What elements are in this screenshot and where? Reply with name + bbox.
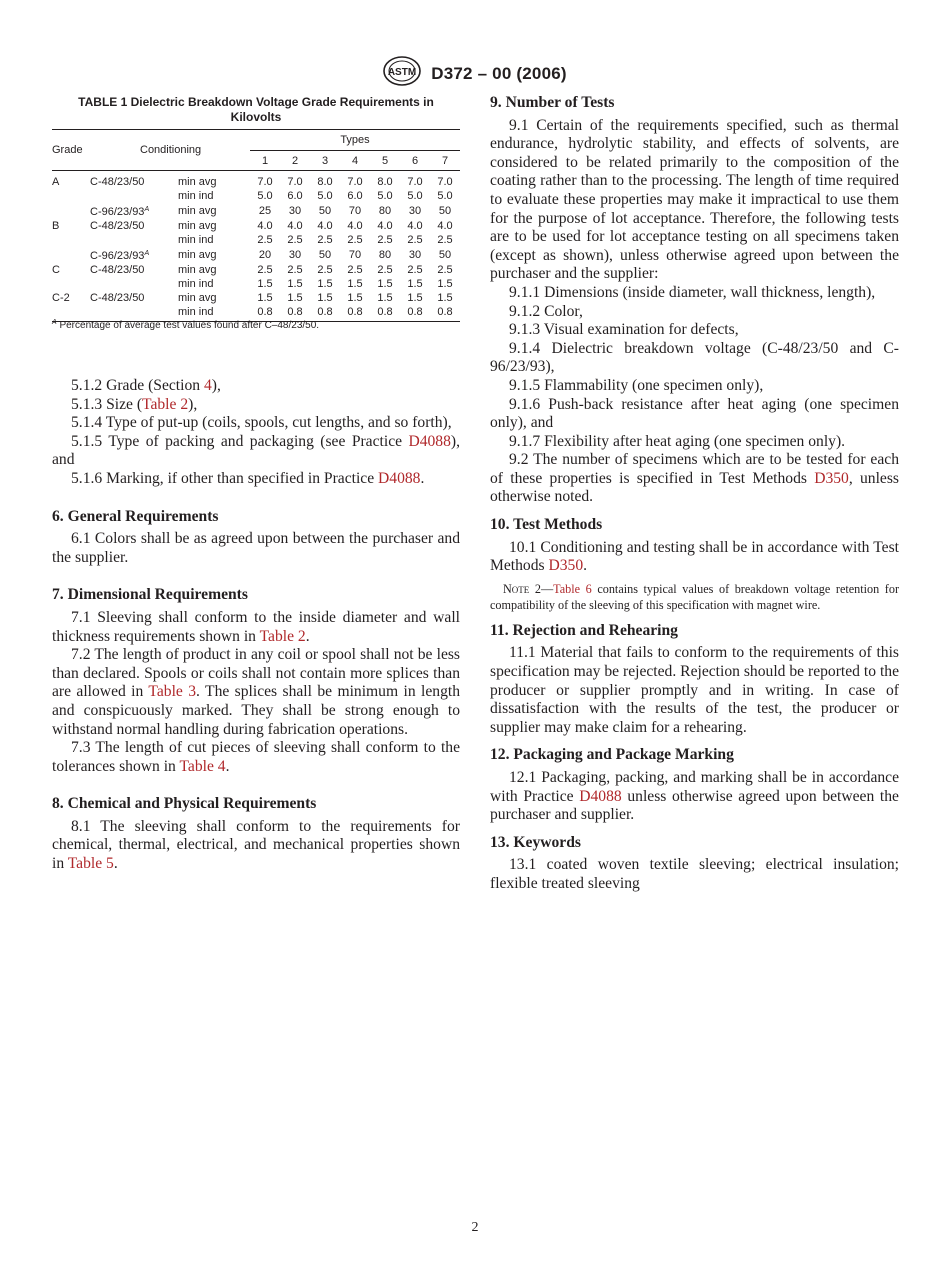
para-10-1: 10.1 Conditioning and testing shall be in accordance with Test Methods D350. xyxy=(490,538,899,575)
value-cell: 2.5 xyxy=(347,264,363,276)
value-cell: 30 xyxy=(408,249,422,261)
value-cell: 2.5 xyxy=(377,264,393,276)
value-cell: 30 xyxy=(288,205,302,217)
value-cell: 4.0 xyxy=(377,220,393,232)
value-cell: 2.5 xyxy=(407,264,423,276)
table-row xyxy=(52,189,460,203)
grade-cell xyxy=(52,277,90,291)
para-9-1: 9.1 Certain of the requirements specified, such as thermal endurance, hydrolytic stability, and effects of solvents, are considered to be related primarily to the composition of the coating rather than to the processing. The length of time required to evaluate these properties may make it impractical to use them for the purpose of lot acceptance. Therefore, the following tests are to be used for lot acceptance testing on all specimens taken (except as shown), unless otherwise agreed upon between the purchaser and the supplier: xyxy=(490,116,899,283)
requirement-cell: min avg xyxy=(178,176,217,188)
value-cell: 80 xyxy=(378,205,392,217)
heading-section-9: 9. Number of Tests xyxy=(490,94,615,111)
heading-section-12: 12. Packaging and Package Marking xyxy=(490,746,734,764)
para-12-1: 12.1 Packaging, packing, and marking shall be in accordance with Practice D4088 unless otherwise agreed upon between the purchaser and supplier. xyxy=(490,769,899,824)
value-cell: 6.0 xyxy=(347,190,363,202)
requirement-cell: min avg xyxy=(178,205,217,217)
conditioning-cell: $C-96/23/93^A$ xyxy=(90,206,150,218)
value-cell: 30 xyxy=(408,205,422,217)
table-row xyxy=(52,247,460,263)
para-11-1: 11.1 Material that fails to conform to the requirements of this specification may be rejected. Rejection should be reported to the producer or supplier promptly and in writing. In case of dissatisfaction with the results of the test, the producer or supplier may make claim for a rehearing. xyxy=(490,644,899,736)
link-table-3[interactable]: Table 3 xyxy=(148,683,197,701)
value-cell: 0.8 xyxy=(430,305,460,322)
table1-caption: TABLE 1 Dielectric Breakdown Voltage Grade Requirements in Kilovolts xyxy=(78,95,434,124)
heading-section-6: 6. General Requirements xyxy=(52,507,219,525)
value-cell: 1.5 xyxy=(317,292,333,304)
value-cell: 4.0 xyxy=(347,220,363,232)
para-5-1-4: 5.1.4 Type of put-up (coils, spools, cut lengths, and so forth), xyxy=(71,414,452,432)
heading-section-10: 10. Test Methods xyxy=(490,516,603,534)
value-cell: 5.0 xyxy=(377,190,393,202)
table1-footnote xyxy=(52,319,319,331)
value-cell: 50 xyxy=(438,205,452,217)
value-cell: 80 xyxy=(378,249,392,261)
link-d4088[interactable]: D4088 xyxy=(408,432,451,450)
table1 xyxy=(52,129,460,322)
table1-type-5: 5 xyxy=(370,151,400,171)
value-cell: 2.5 xyxy=(257,264,273,276)
value-cell: 4.0 xyxy=(407,220,423,232)
link-d350[interactable]: D350 xyxy=(814,469,849,487)
link-table-2[interactable]: Table 2 xyxy=(259,627,306,645)
value-cell: 1.5 xyxy=(377,292,393,304)
value-cell: 7.0 xyxy=(287,176,303,188)
requirement-cell: min avg xyxy=(178,292,217,304)
table-row xyxy=(52,219,460,233)
requirement-cell: min avg xyxy=(178,249,217,261)
link-d4088[interactable]: D4088 xyxy=(579,787,622,805)
para-9-1-6: 9.1.6 Push-back resistance after heat aging (one specimen only), and xyxy=(490,395,899,432)
requirement-cell: min ind xyxy=(178,305,250,322)
grade-cell xyxy=(52,247,90,263)
footnote-ref: A xyxy=(144,206,150,213)
para-5-1-2: 5.1.2 Grade (Section 4), xyxy=(71,377,221,394)
table1-type-2: 2 xyxy=(280,151,310,171)
value-cell: 2.5 xyxy=(347,234,363,246)
link-table-4[interactable]: Table 4 xyxy=(179,757,226,775)
value-cell: 1.5 xyxy=(407,292,423,304)
grade-cell xyxy=(52,233,90,247)
para-8-1: 8.1 The sleeving shall conform to the requirements for chemical, thermal, electrical, and mechanical properties shown in Table 5. xyxy=(52,817,460,873)
footnote-ref: A xyxy=(144,250,150,257)
value-cell: 50 xyxy=(318,205,332,217)
grade-cell: A xyxy=(52,176,60,188)
table1-type-6: 6 xyxy=(400,151,430,171)
conditioning-cell: C-48/23/50 xyxy=(90,176,145,188)
value-cell: 6.0 xyxy=(287,190,303,202)
table1-body xyxy=(52,171,460,322)
para-9-1-1: 9.1.1 Dimensions (inside diameter, wall thickness, length), xyxy=(509,283,876,301)
requirement-cell: min avg xyxy=(178,264,217,276)
value-cell: 0.8 xyxy=(250,305,280,322)
table-row xyxy=(52,233,460,247)
note-2: Note 2—Table 6 contains typical values of breakdown voltage retention for compatibility of the sleeving of this specification with magnet wire. xyxy=(490,581,900,612)
value-cell: 8.0 xyxy=(317,176,333,188)
para-6-1: 6.1 Colors shall be as agreed upon between the purchaser and the supplier. xyxy=(52,530,460,566)
grade-cell: C xyxy=(52,264,60,276)
page-number: 2 xyxy=(471,1220,479,1235)
table1-type-3: 3 xyxy=(310,151,340,171)
conditioning-cell xyxy=(90,189,178,203)
para-7-2: 7.2 The length of product in any coil or spool shall not be less than declared. Spools or coils shall not contain more splices than are allowed in Table 3. The splices shall be minimum in length and conspicuously marked. They shall be strong enough to withstand normal handling during fabrication operations. xyxy=(52,646,460,738)
para-9-1-3: 9.1.3 Visual examination for defects, xyxy=(509,321,739,339)
requirement-cell: min ind xyxy=(178,278,214,290)
para-5-1-3: 5.1.3 Size (Table 2), xyxy=(71,395,198,413)
value-cell: 2.5 xyxy=(257,234,273,246)
table1-type-4: 4 xyxy=(340,151,370,171)
page-header xyxy=(0,56,950,91)
value-cell: 1.5 xyxy=(287,278,303,290)
para-9-1-2: 9.1.2 Color, xyxy=(509,302,583,320)
value-cell: 5.0 xyxy=(407,190,423,202)
value-cell: 7.0 xyxy=(257,176,273,188)
requirement-cell: min ind xyxy=(178,234,214,246)
value-cell: 1.5 xyxy=(347,292,363,304)
document-designation: D372 – 00 (2006) xyxy=(431,63,567,83)
value-cell: 1.5 xyxy=(317,278,333,290)
link-table-2[interactable]: Table 2 xyxy=(142,395,189,413)
table-row xyxy=(52,291,460,305)
left-column xyxy=(52,377,460,874)
value-cell: 25 xyxy=(258,205,272,217)
link-table-6[interactable]: Table 6 xyxy=(553,581,592,596)
para-9-1-5: 9.1.5 Flammability (one specimen only), xyxy=(509,376,764,394)
value-cell: 4.0 xyxy=(287,220,303,232)
value-cell: 30 xyxy=(288,249,302,261)
table1-header-grade: Grade xyxy=(52,130,90,171)
value-cell: 20 xyxy=(258,249,272,261)
heading-section-13: 13. Keywords xyxy=(490,833,581,851)
value-cell: 1.5 xyxy=(287,292,303,304)
value-cell: 1.5 xyxy=(437,292,453,304)
value-cell: 2.5 xyxy=(317,264,333,276)
right-column xyxy=(490,94,899,894)
value-cell: 5.0 xyxy=(317,190,333,202)
value-cell: 7.0 xyxy=(437,176,453,188)
value-cell: 2.5 xyxy=(437,234,453,246)
conditioning-cell: C-48/23/50 xyxy=(90,220,145,232)
value-cell: 50 xyxy=(318,249,332,261)
conditioning-cell xyxy=(90,277,178,291)
value-cell: 2.5 xyxy=(377,234,393,246)
value-cell: 0.8 xyxy=(400,305,430,322)
para-9-1-4: 9.1.4 Dielectric breakdown voltage (C-48/23/50 and C-96/23/93), xyxy=(490,339,899,376)
value-cell: 70 xyxy=(348,205,362,217)
value-cell: 7.0 xyxy=(347,176,363,188)
value-cell: 50 xyxy=(438,249,452,261)
grade-cell: B xyxy=(52,220,60,232)
value-cell: 1.5 xyxy=(437,278,453,290)
value-cell: 2.5 xyxy=(287,234,303,246)
link-d350[interactable]: D350 xyxy=(548,557,584,575)
value-cell: 1.5 xyxy=(257,278,273,290)
value-cell: 0.8 xyxy=(340,305,370,322)
conditioning-cell: C-48/23/50 xyxy=(90,264,145,276)
heading-section-8: 8. Chemical and Physical Requirements xyxy=(52,795,317,813)
table-row xyxy=(52,203,460,219)
footnote-mark: A xyxy=(52,319,57,326)
conditioning-cell: C-48/23/50 xyxy=(90,292,145,304)
para-5-1-5: 5.1.5 Type of packing and packaging (see Practice D4088), and xyxy=(52,432,460,469)
para-7-3: 7.3 The length of cut pieces of sleeving shall conform to the tolerances shown in Table 4. xyxy=(52,739,460,775)
link-table-5[interactable]: Table 5 xyxy=(67,855,114,873)
footnote-text: Percentage of average test values found after C–48/23/50. xyxy=(59,320,320,331)
value-cell: 5.0 xyxy=(437,190,453,202)
grade-cell: C-2 xyxy=(52,292,70,304)
value-cell: 2.5 xyxy=(407,234,423,246)
conditioning-cell xyxy=(90,233,178,247)
table1-type-7: 7 xyxy=(430,151,460,171)
value-cell: 0.8 xyxy=(370,305,400,322)
para-13-1: 13.1 coated woven textile sleeving; electrical insulation; flexible treated sleeving xyxy=(490,856,899,892)
table-row xyxy=(52,171,460,190)
table1-type-1: 1 xyxy=(250,151,280,171)
value-cell: 1.5 xyxy=(347,278,363,290)
table1-header-conditioning: Conditioning xyxy=(90,130,250,171)
astm-logo-icon xyxy=(383,56,421,91)
value-cell: 2.5 xyxy=(317,234,333,246)
link-section-4[interactable]: 4 xyxy=(203,377,212,394)
value-cell: 2.5 xyxy=(437,264,453,276)
value-cell: 70 xyxy=(348,249,362,261)
value-cell: 8.0 xyxy=(377,176,393,188)
para-5-1-6: 5.1.6 Marking, if other than specified in Practice D4088. xyxy=(71,469,425,487)
table-row xyxy=(52,277,460,291)
astm-logo-text: ASTM xyxy=(388,67,417,78)
requirement-cell: min avg xyxy=(178,220,217,232)
value-cell: 4.0 xyxy=(317,220,333,232)
heading-section-7: 7. Dimensional Requirements xyxy=(52,586,248,604)
value-cell: 1.5 xyxy=(257,292,273,304)
table-row xyxy=(52,263,460,277)
para-7-1: 7.1 Sleeving shall conform to the inside diameter and wall thickness requirements shown in Table 2. xyxy=(52,608,460,645)
value-cell: 1.5 xyxy=(377,278,393,290)
para-9-2: 9.2 The number of specimens which are to be tested for each of these properties is specified in Test Methods D350, unless otherwise noted. xyxy=(490,451,899,506)
value-cell: 5.0 xyxy=(257,190,273,202)
heading-section-11: 11. Rejection and Rehearing xyxy=(490,621,678,639)
conditioning-cell: $C-96/23/93^A$ xyxy=(90,250,150,262)
link-d4088[interactable]: D4088 xyxy=(378,469,421,487)
value-cell: 4.0 xyxy=(437,220,453,232)
value-cell: 2.5 xyxy=(287,264,303,276)
value-cell: 0.8 xyxy=(280,305,310,322)
value-cell: 4.0 xyxy=(257,220,273,232)
grade-cell xyxy=(52,203,90,219)
value-cell: 7.0 xyxy=(407,176,423,188)
value-cell: 0.8 xyxy=(310,305,340,322)
table1-header-types: Types xyxy=(250,130,460,151)
para-9-1-7: 9.1.7 Flexibility after heat aging (one specimen only). xyxy=(509,432,846,450)
requirement-cell: min ind xyxy=(178,190,214,202)
value-cell: 1.5 xyxy=(407,278,423,290)
grade-cell xyxy=(52,189,90,203)
